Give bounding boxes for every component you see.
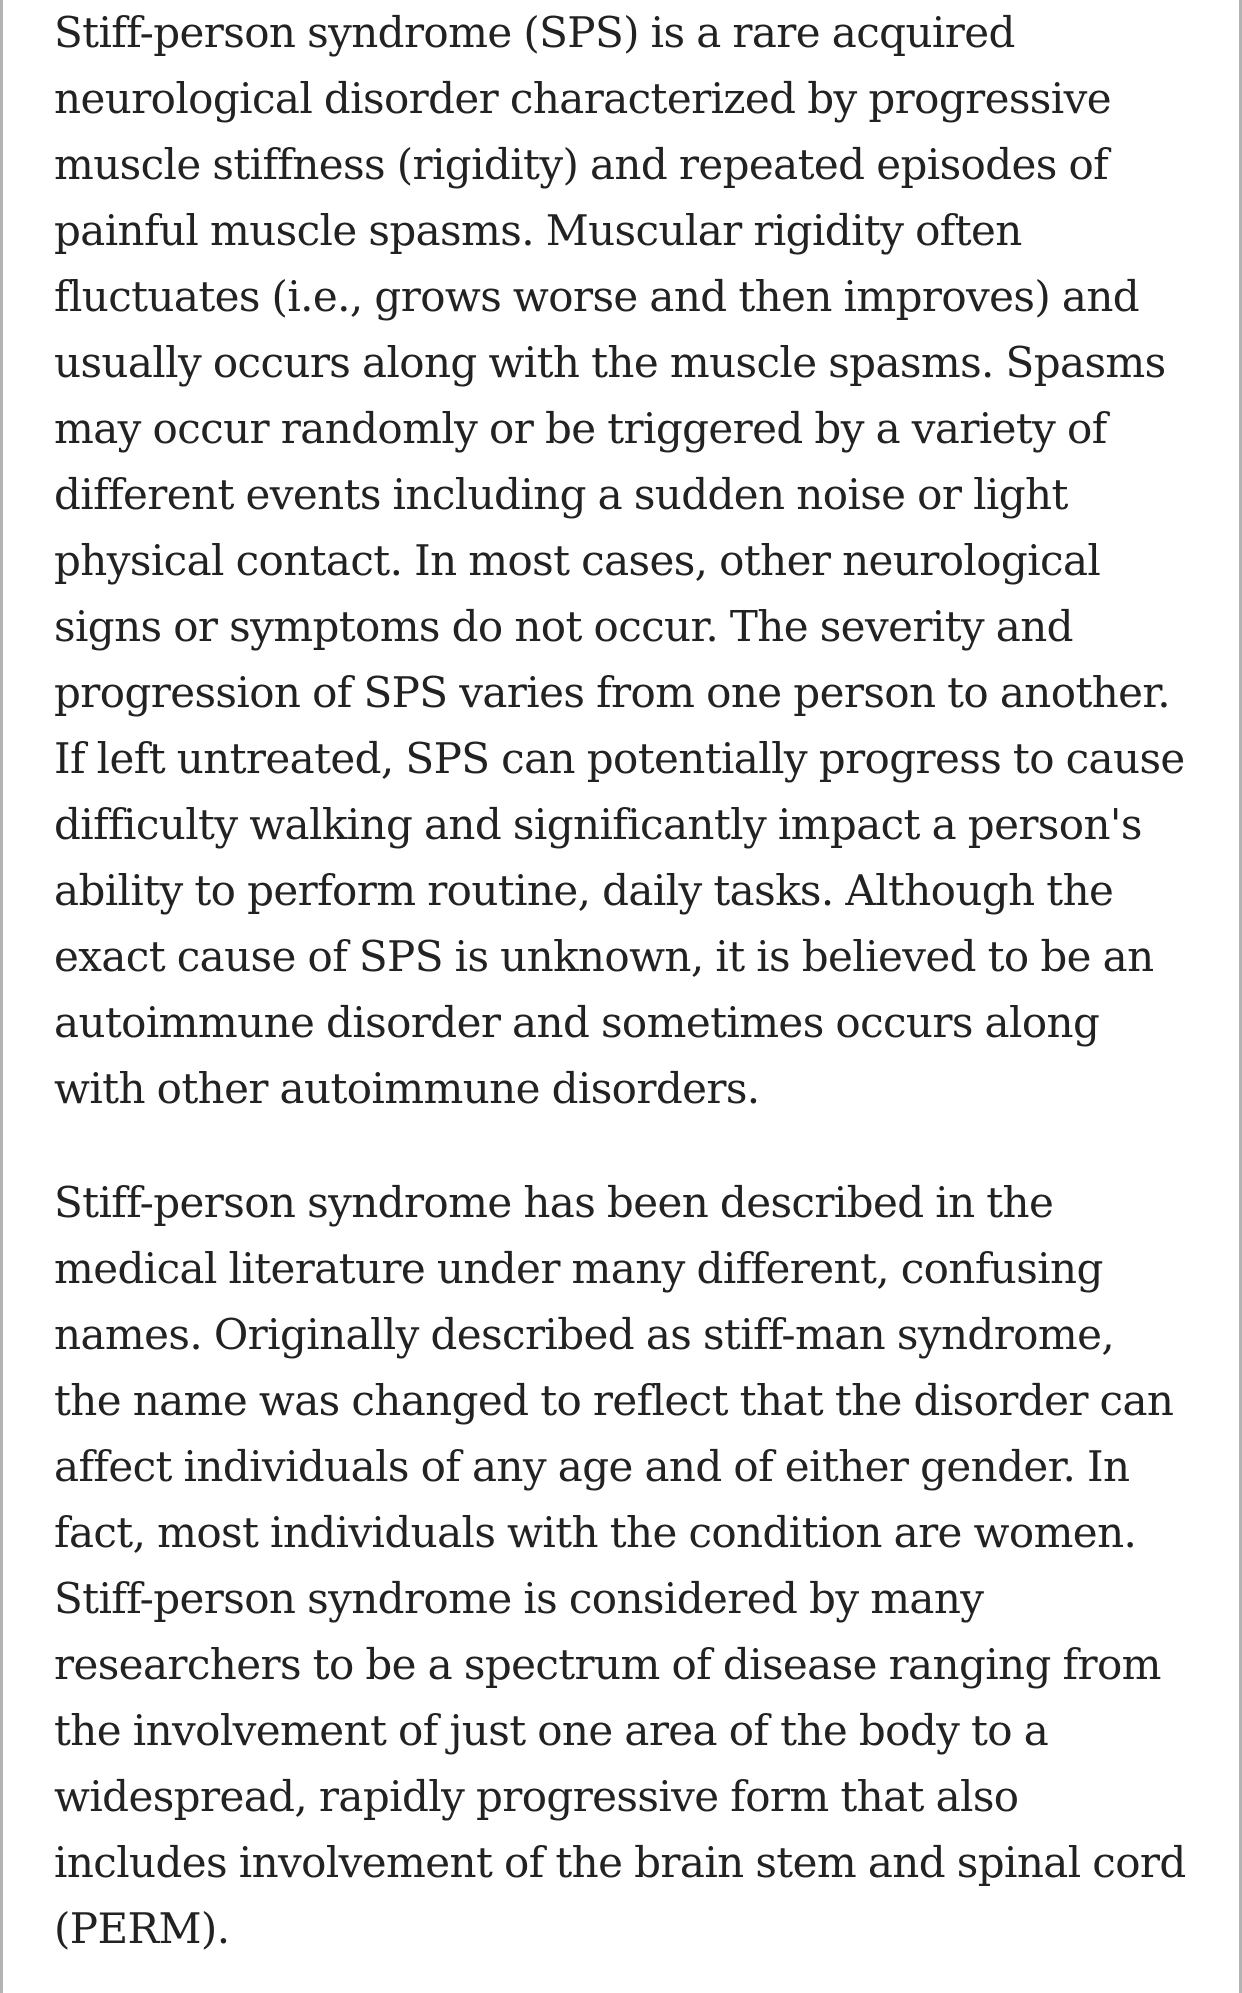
text-line: widespread, rapidly progressive form that also [54,1772,1019,1821]
text-line: ability to perform routine, daily tasks. Although the [54,866,1114,915]
text-line: progression of SPS varies from one person to another. [54,668,1171,717]
text-line: names. Originally described as stiff-man syndrome, [54,1310,1115,1359]
text-line: usually occurs along with the muscle spasms. Spasms [54,338,1166,387]
text-line: the name was changed to reflect that the disorder can [54,1376,1174,1425]
text-line: Stiff-person syndrome is considered by many [54,1574,984,1623]
text-line: neurological disorder characterized by progressive [54,74,1111,123]
text-line: fact, most individuals with the condition are women. [54,1508,1137,1557]
text-line: Stiff-person syndrome (SPS) is a rare acquired [54,8,1015,57]
text-line: Stiff-person syndrome has been described in the [54,1178,1054,1227]
text-line: signs or symptoms do not occur. The severity and [54,602,1073,651]
text-line: difficulty walking and significantly impact a person's [54,800,1142,849]
paragraph-definition [54,0,1242,1122]
text-line: affect individuals of any age and of either gender. In [54,1442,1130,1491]
text-line: researchers to be a spectrum of disease ranging from [54,1640,1161,1689]
text-line: autoimmune disorder and sometimes occurs along [54,998,1100,1047]
text-line: (PERM). [54,1904,230,1953]
text-line: with other autoimmune disorders. [54,1064,760,1113]
paragraph-history [54,1170,1242,1962]
text-line: fluctuates (i.e., grows worse and then improves) and [54,272,1140,321]
text-line: If left untreated, SPS can potentially progress to cause [54,734,1185,783]
text-line: the involvement of just one area of the body to a [54,1706,1049,1755]
text-line: exact cause of SPS is unknown, it is believed to be an [54,932,1154,981]
article-body [54,0,1242,1962]
text-line: may occur randomly or be triggered by a variety of [54,404,1107,453]
text-line: different events including a sudden noise or light [54,470,1068,519]
text-line: physical contact. In most cases, other neurological [54,536,1101,585]
text-line: includes involvement of the brain stem and spinal cord [54,1838,1186,1887]
text-line: painful muscle spasms. Muscular rigidity often [54,206,1022,255]
text-line: medical literature under many different, confusing [54,1244,1103,1293]
text-line: muscle stiffness (rigidity) and repeated episodes of [54,140,1109,189]
